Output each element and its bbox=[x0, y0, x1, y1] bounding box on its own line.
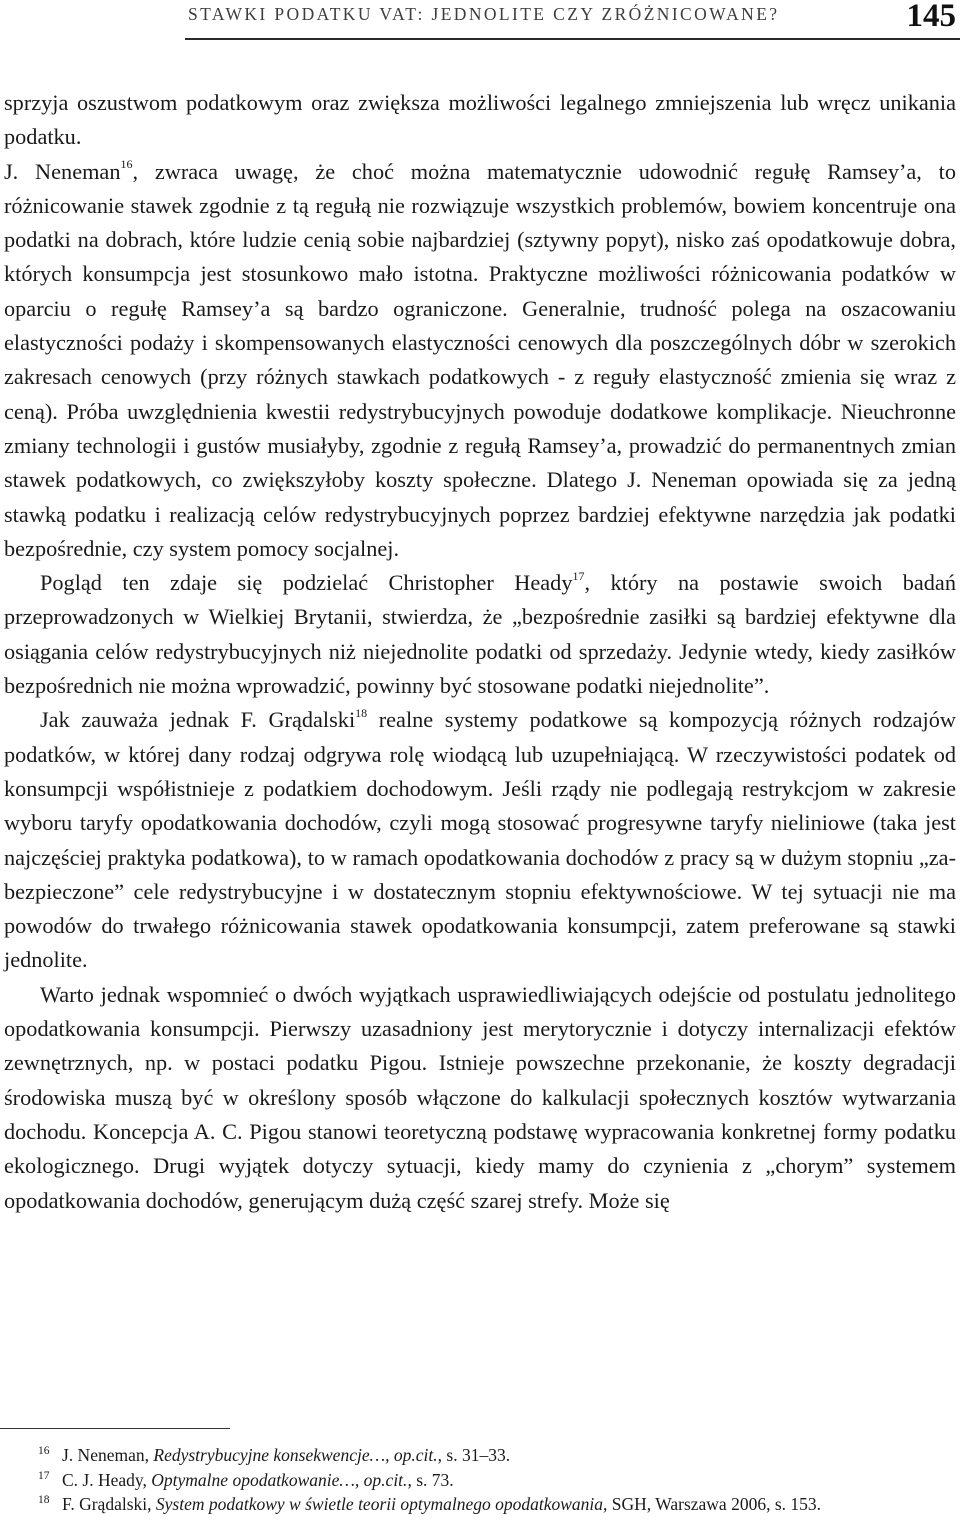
footnote-17 bbox=[0, 1468, 960, 1493]
footnote-ref-16[interactable]: 16 bbox=[120, 157, 133, 172]
footnote-number: 17 bbox=[38, 1469, 50, 1482]
paragraph-1 bbox=[4, 86, 956, 155]
paragraph-5-text: Warto jednak wspomnieć o dwóch wyjątkach usprawiedliwiających odejście od postulatu jednolitego opodatkowania konsumpcji. Pierwszy uzasadniony jest merytorycznie i dotyczy internalizacji efektów zewnętrznych, np. w postaci podatku Pigou. Istnieje powszechne przekonanie, że koszty degradacji środowiska muszą być w określony sposób włączone do kalkulacji społecznych kosztów wytwarzania dochodu. Koncepcja A. C. Pigou stanowi teoretyczną podstawę wypracowania konkretnej formy podatku ekologicznego. Drugi wyjątek dotyczy sytuacji, kiedy mamy do czynienia z „chorym” systemem opodatkowania dochodów, generującym dużą część szarej strefy. Może się bbox=[4, 981, 956, 1213]
footnote-18 bbox=[0, 1492, 960, 1517]
paragraph-4-text-rest: realne systemy podatkowe są kompozycją różnych rodzajów podatków, w której dany rodzaj odgrywa rolę wiodącą lub uzupełniającą. W rzeczywistości podatek od konsumpcji współistnieje z podatkiem dochodowym. Jeśli rządy nie podlegają restrykcjom w zakresie wyboru taryfy opodatkowania dochodów, czyli mogą stosować progresywne taryfy nieliniowe (taka jest najczęściej praktyka podatkowa), to w ramach opodatkowania dochodów z pracy są w dużym stopniu „zabezpieczone” cele redystrybucyjne i w dostatecznym stopniu efektywnościowe. W tej sytuacji nie ma powodów do trwałego różnicowania stawek opodatkowania konsumpcji, zatem preferowane są stawki jednolite. bbox=[4, 707, 956, 973]
footnotes bbox=[0, 1443, 960, 1517]
footnote-number: 16 bbox=[38, 1445, 50, 1457]
paragraph-1-text: sprzyja oszustwom podatkowym oraz zwiększa możliwości legalnego zmniejszenia lub wręcz unikania podatku. bbox=[4, 90, 956, 150]
footnote-title: System podatkowy w świetle teorii optymalnego opodatkowania bbox=[155, 1494, 604, 1514]
footnote-ref-18[interactable]: 18 bbox=[355, 705, 368, 720]
paragraph-2 bbox=[4, 155, 956, 567]
footnote-rule bbox=[0, 1428, 230, 1429]
body-text bbox=[4, 86, 956, 1218]
footnote-author: J. Neneman, bbox=[62, 1445, 154, 1465]
footnote-author: F. Grądalski, bbox=[62, 1494, 156, 1514]
paragraph-4 bbox=[4, 703, 956, 977]
footnote-pages: , s. 73. bbox=[407, 1469, 454, 1490]
footnote-title: Redystrybucyjne konsekwencje…, op.cit. bbox=[153, 1445, 438, 1465]
footnote-pages: , SGH, Warszawa 2006, s. 153. bbox=[603, 1494, 822, 1514]
paragraph-2-text-start: J. Neneman bbox=[4, 158, 121, 184]
footnote-number: 18 bbox=[38, 1494, 50, 1506]
footnote-ref-17[interactable]: 17 bbox=[572, 568, 585, 583]
paragraph-4-text-start: Jak zauważa jednak F. Grądalski bbox=[40, 707, 356, 733]
paragraph-3-text-rest: , który na postawie swoich badań przeprowadzonych w Wielkiej Brytanii, stwierdza, że „bezpośrednie zasiłki są bardziej efektywne dla osiągania celów redystrybucyjnych niż niejednolite podatki od sprzedaży. Jedynie wtedy, kiedy zasiłków bezpośrednich nie można wprowadzić, powinny być stosowane podatki niejednolite”. bbox=[4, 570, 956, 699]
footnote-author: C. J. Heady, bbox=[62, 1469, 152, 1490]
running-title: STAWKI PODATKU VAT: JEDNOLITE CZY ZRÓŻNICOWANE? bbox=[188, 4, 780, 24]
paragraph-2-text-rest: , zwraca uwagę, że choć można matematycznie udowodnić regułę Ramsey’a, to różnicowanie stawek zgodnie z tą regułą nie rozwiązuje wszystkich problemów, bowiem koncentruje ona podatki na dobrach, które ludzie cenią sobie najbardziej (sztywny popyt), nisko zaś opodatkowuje dobra, których konsumpcja jest stosunkowo mało istotna. Praktyczne możliwości różnicowania podatków w oparciu o regułę Ramsey’a są bardzo ograniczone. Generalnie, trudność polega na oszacowaniu elastyczności podaży i skompensowanych elastyczności cenowych dla poszczególnych dóbr w szerokich zakresach cenowych (przy różnych stawkach podatkowych - z reguły elastyczność zmienia się wraz z ceną). Próba uwzględnienia kwestii redystrybucyjnych powoduje dodatkowe komplikacje. Nieuchronne zmiany technologii i gustów musiałyby, zgodnie z regułą Ramsey’a, prowadzić do permanentnych zmian stawek podatkowych, co zwiększyłoby koszty społeczne. Dlatego J. Neneman opowiada się za jedną stawką podatku i realizacją celów redystrybucyjnych poprzez bardziej efektywne narzędzia jak podatki bezpośrednie, czy system pomocy socjalnej. bbox=[4, 158, 956, 561]
paragraph-3-text-start: Pogląd ten zdaje się podzielać Christopher Heady bbox=[40, 570, 573, 596]
page-header bbox=[0, 0, 960, 40]
footnote-16 bbox=[0, 1443, 960, 1468]
paragraph-5 bbox=[4, 978, 956, 1218]
paragraph-3 bbox=[4, 566, 956, 703]
header-rule bbox=[185, 38, 960, 40]
footnote-pages: , s. 31–33. bbox=[437, 1445, 511, 1465]
footnote-title: Optymalne opodatkowanie…, op.cit. bbox=[151, 1469, 408, 1490]
page-number: 145 bbox=[906, 0, 956, 34]
